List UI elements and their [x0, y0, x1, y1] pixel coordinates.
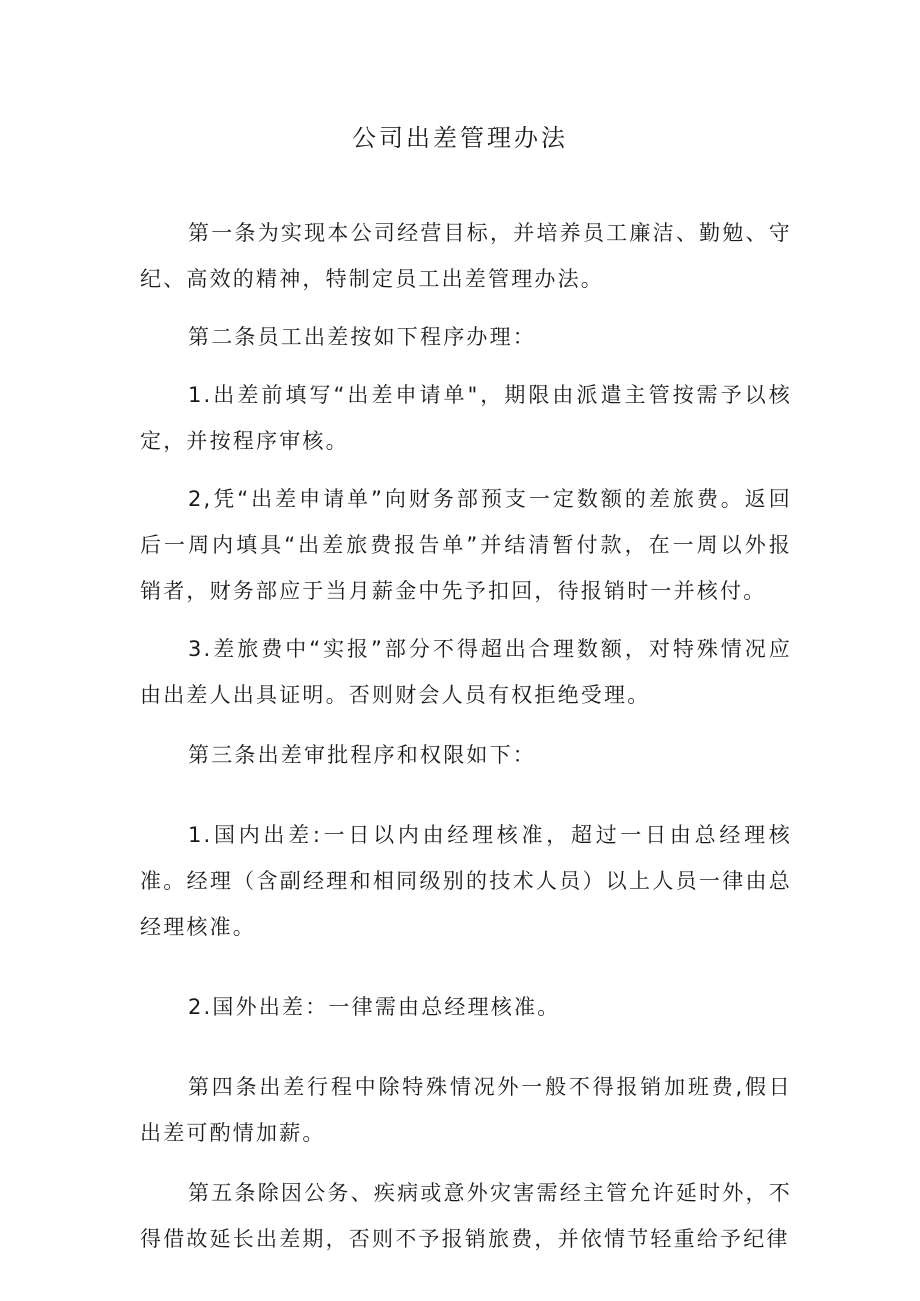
article-4-paragraph: 第四条出差行程中除特殊情况外一般不得报销加班费,假日出差可酌情加薪。: [140, 1075, 792, 1145]
article-1-paragraph: 第一条为实现本公司经营目标，并培养员工廉洁、勤勉、守纪、高效的精神，特制定员工出差管理办法。: [140, 221, 792, 291]
article-2-item-3: 3.差旅费中“实报”部分不得超出合理数额，对特殊情况应由出差人出具证明。否则财会人员有权拒绝受理。: [140, 637, 792, 707]
article-2-item-2: 2,凭“出差申请单”向财务部预支一定数额的差旅费。返回后一周内填具“出差旅费报告单”并结清暂付款，在一周以外报销者，财务部应于当月薪金中先予扣回，待报销时一并核付。: [140, 487, 792, 603]
article-3-item-2: 2.国外出差：一律需由总经理核准。: [188, 995, 561, 1019]
document-body: [140, 210, 792, 1262]
article-2-item-1: 1.出差前填写“出差申请单"，期限由派遣主管按需予以核定，并按程序审核。: [140, 383, 792, 453]
document-title: 公司出差管理办法: [352, 124, 568, 152]
article-3-paragraph: 第三条出差审批程序和权限如下：: [188, 743, 536, 767]
article-5-paragraph: 第五条除因公务、疾病或意外灾害需经主管允许延时外，不得借故延长出差期，否则不予报销旅费，并依情节轻重给予纪律: [140, 1181, 792, 1251]
article-2-paragraph: 第二条员工出差按如下程序办理：: [188, 325, 536, 349]
article-3-item-1: 1.国内出差:一日以内由经理核准，超过一日由总经理核准。经理（含副经理和相同级别的技术人员）以上人员一律由总经理核准。: [140, 823, 792, 939]
